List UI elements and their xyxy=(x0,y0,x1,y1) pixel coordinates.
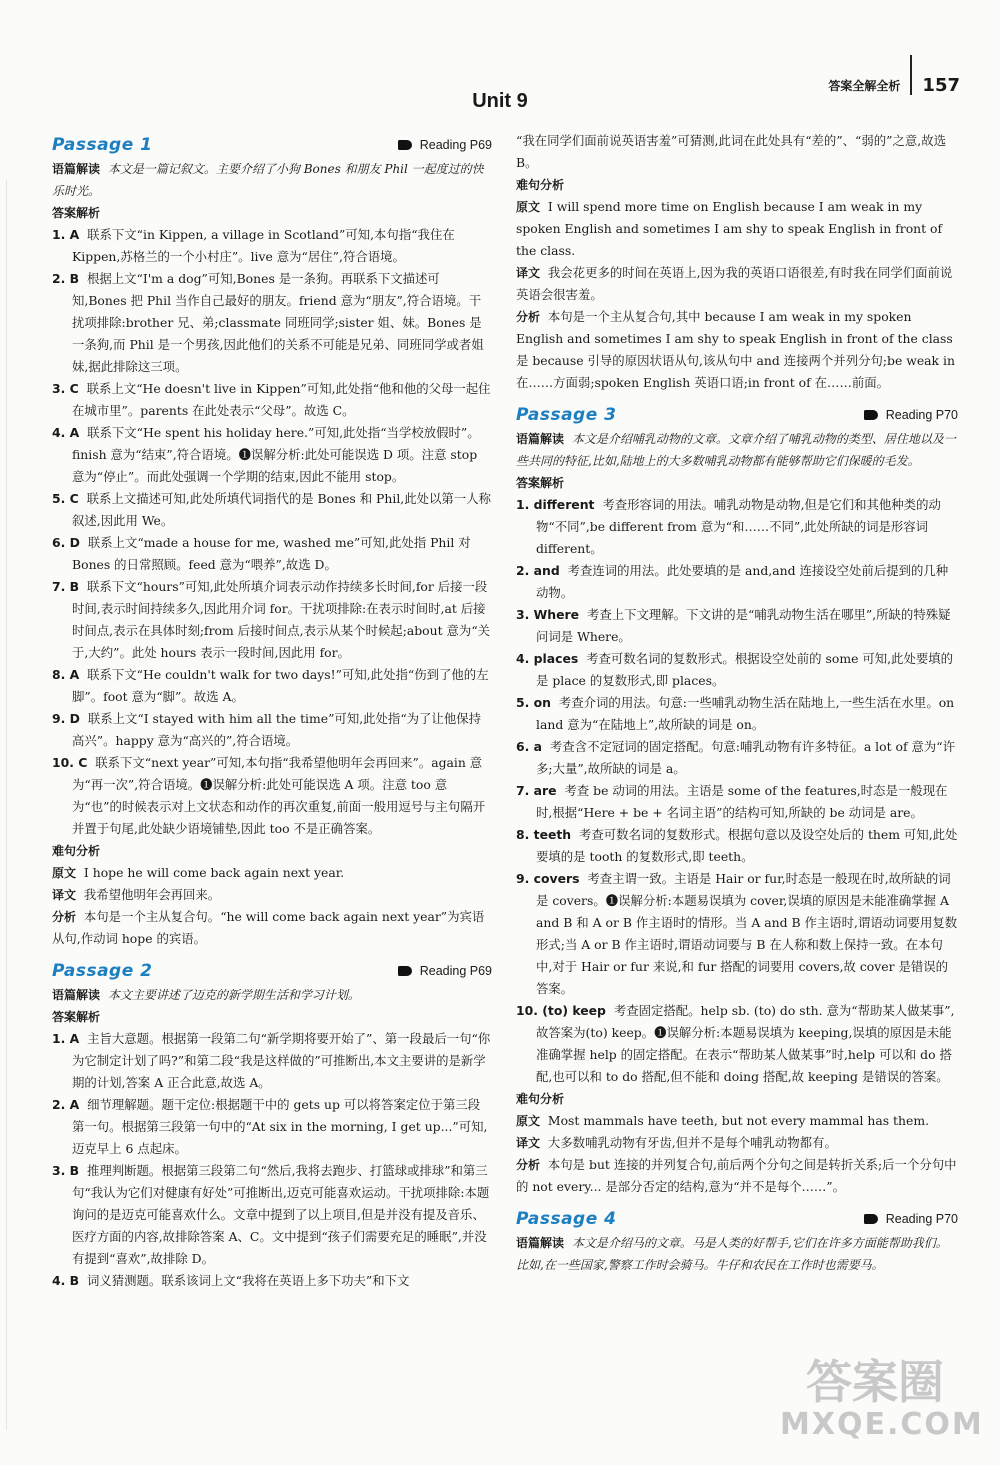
answer-item: 3. C 联系上文“He doesn't live in Kippen”可知,此处指“他和他的父母一起住在城市里”。parents 在此处表示“父母”。故选 C。 xyxy=(52,381,491,418)
left-column xyxy=(52,130,492,1292)
hard-sentence-label: 难句分析 xyxy=(52,844,101,858)
answer-item: 7. B 联系下文“hours”可知,此处所填介词表示动作持续多长时间,for 后接一段时间,表示时间持续多久,因此用介词 for。干扰项排除:在表示时间时,at 后接时间点,表示在具体时刻;from 后接时间点,表示从某个时候起;about 意为“关于,大约”。此处 hours 表示一段时间,因此用 for。 xyxy=(52,579,491,660)
answer-item: 8. A 联系下文“He couldn't walk for two days!”可知,此处指“伤到了他的左脚”。foot 意为“脚”。故选 A。 xyxy=(52,667,489,704)
answer-label: 答案解析 xyxy=(516,476,565,490)
translation: 译文 我希望他明年会再回来。 xyxy=(52,887,221,902)
answer-item: 9. covers 考查主谓一致。主语是 Hair or fur,时态是一般现在时,故所缺的词是 covers。❶误解分析:本题易误填为 cover,误填的原因是未能准确掌握 A and B 和 A or B 作主语时的情形。当 A and B 作主语时,谓语动词要用复数形式;当 A or B 作主语时,谓语动词要与 B 在人称和数上保持一致。在本句中,对于 Hair or fur 来说,和 fur 搭配的词要用 covers,故 cover 是错误的答案。 xyxy=(516,871,958,996)
analysis: 分析 本句是 but 连接的并列复合句,前后两个分句之间是转折关系;后一个分句中的 not every... 是部分否定的结构,意为“并不是每个……”。 xyxy=(516,1157,957,1194)
passage-title: Passage 4 xyxy=(516,1209,617,1229)
continued-text: “我在同学们面前说英语害羞”可猜测,此词在此处具有“差的”、“弱的”之意,故选 B。 xyxy=(516,133,946,170)
intro-text: 本文是介绍马的文章。马是人类的好帮手,它们在许多方面能帮助我们。比如,在一些国家,警察工作时会骑马。牛仔和农民在工作时也需要马。 xyxy=(516,1236,948,1272)
analysis: 分析 本句是一个主从复合句。“he will come back again next year”为宾语从句,作动词 hope 的宾语。 xyxy=(52,909,485,946)
answer-item: 1. A 主旨大意题。根据第一段第二句“新学期将要开始了”、第一段最后一句“你为它制定计划了吗?”和第二段“我是这样做的”可推断出,本文主要讲的是新学期的计划,答案 A 正合此意,故选 A。 xyxy=(52,1031,491,1090)
answer-label: 答案解析 xyxy=(52,206,101,220)
intro-label: 语篇解读 xyxy=(52,162,101,176)
hard-sentence-label: 难句分析 xyxy=(516,1092,565,1106)
intro-label: 语篇解读 xyxy=(516,432,565,446)
translation: 译文 大多数哺乳动物有牙齿,但并不是每个哺乳动物都有。 xyxy=(516,1135,837,1150)
original-sentence: 原文 Most mammals have teeth, but not every mammal has them. xyxy=(516,1113,930,1128)
pointing-hand-icon xyxy=(864,410,878,420)
reading-ref: Reading P70 xyxy=(885,408,958,422)
answer-item: 2. A 细节理解题。题干定位:根据题干中的 gets up 可以将答案定位于第三段第一句。根据第三段第一句中的“At six in the morning, I get up...”可知,迈克早上 6 点起床。 xyxy=(52,1097,488,1156)
answer-item: 5. C 联系上文描述可知,此处所填代词指代的是 Bones 和 Phil,此处以第一人称叙述,因此用 We。 xyxy=(52,491,491,528)
analysis: 分析 本句是一个主从复合句,其中 because I am weak in my spoken English and sometimes I am shy to speak English in front of the class 是 because 引导的原因状语从句,该从句中 and 连接两个并列分句;be weak in 在……方面弱;spoken English 英语口语;in front of 在……前面。 xyxy=(516,309,955,390)
answer-item: 1. different 考查形容词的用法。哺乳动物是动物,但是它们和其他种类的动物“不同”,be different from 意为“和……不同”,此处所缺的词是形容词 different。 xyxy=(516,497,941,556)
watermark-logo: 答案圈 MXQE.COM xyxy=(780,1355,984,1442)
answer-item: 6. D 联系上文“made a house for me, washed me”可知,此处指 Phil 对 Bones 的日常照顾。feed 意为“喂养”,故选 D。 xyxy=(52,535,471,572)
section-title: 答案全解全析 xyxy=(828,78,901,93)
header-divider xyxy=(910,55,912,95)
answer-item: 6. a 考查含不定冠词的固定搭配。句意:哺乳动物有许多特征。a lot of 意为“许多;大量”,故所缺的词是 a。 xyxy=(516,739,956,776)
intro-label: 语篇解读 xyxy=(516,1236,565,1250)
answer-item: 2. B 根据上文“I'm a dog”可知,Bones 是一条狗。再联系下文描述可知,Bones 把 Phil 当作自己最好的朋友。friend 意为“朋友”,符合语境。干扰项排除:brother 兄、弟;classmate 同班同学;sister 姐、妹。Bones 是一条狗,而 Phil 是一个男孩,因此他们的关系不可能是兄弟、同班同学或者姐妹,据此排除这三项。 xyxy=(52,271,484,374)
original-sentence: 原文 I will spend more time on English because I am weak in my spoken English and sometimes I am shy to speak English in front of the class. xyxy=(516,199,943,258)
answer-item: 2. and 考查连词的用法。此处要填的是 and,and 连接设空处前后提到的几种动物。 xyxy=(516,563,949,600)
answer-item: 9. D 联系上文“I stayed with him all the time”可知,此处指“为了让他保持高兴”。happy 意为“高兴的”,符合语境。 xyxy=(52,711,481,748)
pointing-hand-icon xyxy=(398,140,412,150)
answer-item: 8. teeth 考查可数名词的复数形式。根据句意以及设空处后的 them 可知,此处要填的是 tooth 的复数形式,即 teeth。 xyxy=(516,827,958,864)
original-sentence: 原文 I hope he will come back again next year. xyxy=(52,865,345,880)
passage-3-header xyxy=(516,404,958,426)
answer-item: 5. on 考查介词的用法。句意:一些哺乳动物生活在陆地上,一些生活在水里。on land 意为“在陆地上”,故所缺的词是 on。 xyxy=(516,695,955,732)
passage-4-header xyxy=(516,1208,958,1230)
pointing-hand-icon xyxy=(864,1214,878,1224)
answer-item: 3. B 推理判断题。根据第三段第二句“然后,我将去跑步、打篮球或排球”和第三句“我认为它们对健康有好处”可推断出,迈克可能喜欢运动。干扰项排除:本题询问的是迈克可能喜欢什么。文章中提到了以上项目,但是并没有提及音乐、医疗方面的内容,故排除答案 A、C。文中提到“孩子们需要充足的睡眠”,并没有提到“喜欢”,故排除 D。 xyxy=(52,1163,490,1266)
reading-ref: Reading P69 xyxy=(419,964,492,978)
intro-text: 本文是一篇记叙文。主要介绍了小狗 Bones 和朋友 Phil 一起度过的快乐时光。 xyxy=(52,162,484,198)
answer-item: 10. (to) keep 考查固定搭配。help sb. (to) do sth. 意为“帮助某人做某事”,故答案为(to) keep。❶误解分析:本题易误填为 keeping,误填的原因是未能准确掌握 help 的固定搭配。在表示“帮助某人做某事”时,help 可以和 do 搭配,也可以和 to do 搭配,但不能和 doing 搭配,故 keeping 是错误的答案。 xyxy=(516,1003,955,1084)
answer-item: 4. B 词义猜测题。联系该词上文“我将在英语上多下功夫”和下文 xyxy=(52,1273,410,1288)
intro-label: 语篇解读 xyxy=(52,988,101,1002)
answer-item: 3. Where 考查上下文理解。下文讲的是“哺乳动物生活在哪里”,所缺的特殊疑问词是 Where。 xyxy=(516,607,951,644)
answer-item: 10. C 联系下文“next year”可知,本句指“我希望他明年会再回来”。again 意为“再一次”,符合语境。❶误解分析:此处可能误选 A 项。注意 too 意为“也”的时候表示对上文状态和动作的再次重复,前面一般用逗号与主句隔开并置于句尾,此处缺少语境铺垫,因此 too 不是正确答案。 xyxy=(52,755,486,836)
pointing-hand-icon xyxy=(398,966,412,976)
answer-label: 答案解析 xyxy=(52,1010,101,1024)
hard-sentence-label: 难句分析 xyxy=(516,178,565,192)
passage-title: Passage 1 xyxy=(52,135,153,155)
passage-title: Passage 3 xyxy=(516,405,617,425)
answer-item: 1. A 联系下文“in Kippen, a village in Scotland”可知,本句指“我住在Kippen,苏格兰的一个小村庄”。live 意为“居住”,符合语境。 xyxy=(52,227,455,264)
passage-title: Passage 2 xyxy=(52,961,153,981)
answer-item: 4. places 考查可数名词的复数形式。根据设空处前的 some 可知,此处要填的是 place 的复数形式,即 places。 xyxy=(516,651,954,688)
unit-title: Unit 9 xyxy=(472,90,528,112)
answer-item: 7. are 考查 be 动词的用法。主语是 some of the features,时态是一般现在时,根据“Here + be + 名词主语”的结构可知,所缺的 be 动词是 are。 xyxy=(516,783,948,820)
reading-ref: Reading P69 xyxy=(419,138,492,152)
answer-item: 4. A 联系下文“He spent his holiday here.”可知,此处指“当学校放假时”。finish 意为“结束”,符合语境。❶误解分析:此处可能误选 D 项。注意 stop 意为“停止”。而此处强调一个学期的结束,因此不能用 stop。 xyxy=(52,425,480,484)
reading-ref: Reading P70 xyxy=(885,1212,958,1226)
intro-text: 本文是介绍哺乳动物的文章。文章介绍了哺乳动物的类型、居住地以及一些共同的特征,比如,陆地上的大多数哺乳动物都有能够帮助它们保暖的毛发。 xyxy=(516,432,956,468)
passage-1-header xyxy=(52,134,492,156)
right-column xyxy=(516,130,958,1276)
page-edge-mark xyxy=(6,180,7,1430)
passage-2-header xyxy=(52,960,492,982)
page-number: 157 xyxy=(922,74,960,96)
intro-text: 本文主要讲述了迈克的新学期生活和学习计划。 xyxy=(107,988,360,1002)
translation: 译文 我会花更多的时间在英语上,因为我的英语口语很差,有时我在同学们面前说英语会很害羞。 xyxy=(516,265,953,302)
